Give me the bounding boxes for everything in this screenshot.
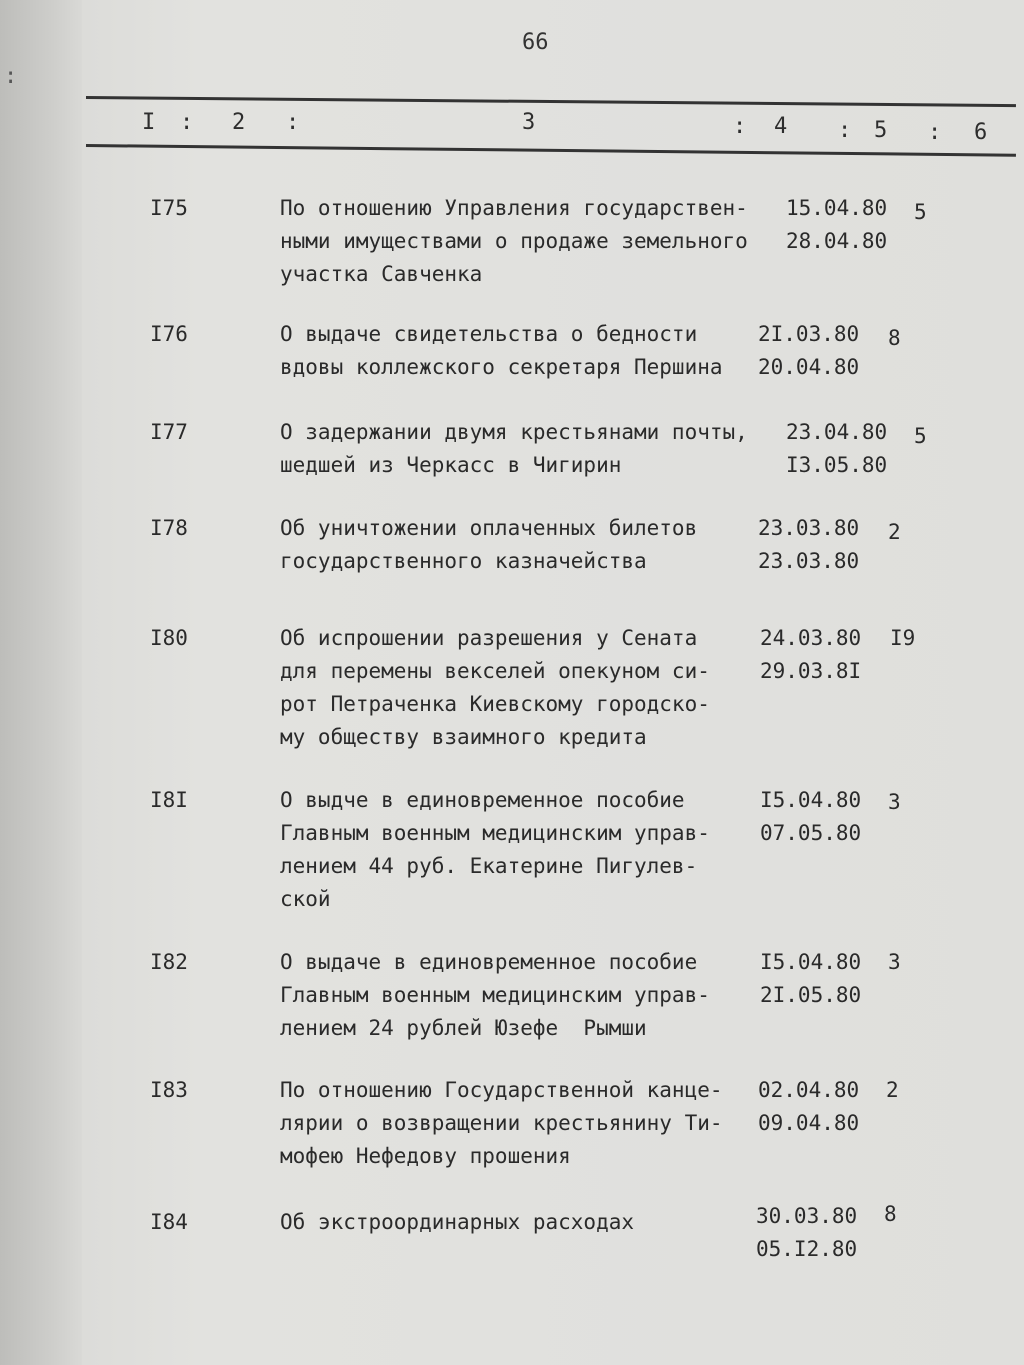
end-date: I3.05.80 xyxy=(786,453,888,477)
description-line: рот Петраченка Киевскому городско- xyxy=(280,692,710,716)
record-number: I77 xyxy=(150,420,188,444)
header-col-6: 6 xyxy=(974,120,988,145)
book-binding xyxy=(0,0,82,1365)
record-dates xyxy=(786,416,887,482)
header-sep-5: : xyxy=(928,120,942,145)
end-date: 28.04.80 xyxy=(786,229,888,253)
record-description xyxy=(280,622,780,754)
start-date: 02.04.80 xyxy=(758,1078,860,1102)
end-date: 07.05.80 xyxy=(760,821,862,845)
binding-mark: : xyxy=(4,64,18,89)
column-header-row xyxy=(0,110,1024,146)
description-line: Об экстроординарных расходах xyxy=(280,1210,635,1234)
record-dates xyxy=(758,318,859,384)
record-description xyxy=(280,784,780,916)
end-date: 2I.05.80 xyxy=(760,983,862,1007)
sheet-count: 5 xyxy=(914,200,927,224)
header-sep-2: : xyxy=(286,110,300,135)
record-dates xyxy=(786,192,887,258)
description-line: По отношению Управления государствен- xyxy=(280,196,748,220)
end-date: 09.04.80 xyxy=(758,1111,860,1135)
start-date: 30.03.80 xyxy=(756,1204,858,1228)
record-dates xyxy=(758,1074,859,1140)
record-number: I84 xyxy=(150,1210,188,1234)
header-col-3: 3 xyxy=(522,110,536,135)
sheet-count: 2 xyxy=(886,1078,899,1102)
description-line: О выдаче свидетельства о бедности xyxy=(280,322,698,346)
start-date: 23.04.80 xyxy=(786,420,888,444)
start-date: I5.04.80 xyxy=(760,950,862,974)
record-number: I82 xyxy=(150,950,188,974)
description-line: лением 44 руб. Екатерине Пигулев- xyxy=(280,854,698,878)
description-line: мофею Нефедову прошения xyxy=(280,1144,571,1168)
header-col-4: 4 xyxy=(774,114,788,139)
end-date: 29.03.8I xyxy=(760,659,862,683)
start-date: 23.03.80 xyxy=(758,516,860,540)
end-date: 23.03.80 xyxy=(758,549,860,573)
description-line: участка Савченка xyxy=(280,262,483,286)
description-line: О задержании двумя крестьянами почты, xyxy=(280,420,748,444)
header-col-5: 5 xyxy=(874,118,888,143)
record-description xyxy=(280,1074,780,1173)
description-line: О выдче в единовременное пособие xyxy=(280,788,685,812)
record-description xyxy=(280,512,780,578)
record-description xyxy=(280,946,780,1045)
header-col-1: I xyxy=(142,110,156,135)
record-dates xyxy=(758,512,859,578)
record-dates xyxy=(756,1200,857,1266)
record-number: I76 xyxy=(150,322,188,346)
sheet-count: 3 xyxy=(888,790,901,814)
sheet-count: I9 xyxy=(890,626,916,650)
record-dates xyxy=(760,784,861,850)
sheet-count: 5 xyxy=(914,424,927,448)
description-line: Об испрошении разрешения у Сената xyxy=(280,626,698,650)
description-line: ными имуществами о продаже земельного xyxy=(280,229,748,253)
header-rule-top xyxy=(86,96,1016,107)
start-date: I5.04.80 xyxy=(760,788,862,812)
description-line: Главным военным медицинским управ- xyxy=(280,983,710,1007)
description-line: лярии о возвращении крестьянину Ти- xyxy=(280,1111,723,1135)
record-number: I8I xyxy=(150,788,188,812)
record-description xyxy=(280,416,780,482)
record-number: I75 xyxy=(150,196,188,220)
end-date: 20.04.80 xyxy=(758,355,860,379)
header-sep-1: : xyxy=(180,110,194,135)
sheet-count: 3 xyxy=(888,950,901,974)
description-line: Главным военным медицинским управ- xyxy=(280,821,710,845)
description-line: По отношению Государственной канце- xyxy=(280,1078,723,1102)
record-description xyxy=(280,318,780,384)
description-line: для перемены векселей опекуном си- xyxy=(280,659,710,683)
sheet-count: 8 xyxy=(888,326,901,350)
record-number: I78 xyxy=(150,516,188,540)
header-sep-4: : xyxy=(838,118,852,143)
header-col-2: 2 xyxy=(232,110,246,135)
page-number: 66 xyxy=(522,30,549,55)
start-date: 2I.03.80 xyxy=(758,322,860,346)
description-line: государственного казначейства xyxy=(280,549,647,573)
sheet-count: 8 xyxy=(884,1202,897,1226)
start-date: 24.03.80 xyxy=(760,626,862,650)
record-number: I80 xyxy=(150,626,188,650)
description-line: вдовы коллежского секретаря Першина xyxy=(280,355,723,379)
description-line: ской xyxy=(280,887,331,911)
header-sep-3: : xyxy=(733,114,747,139)
description-line: му обществу взаимного кредита xyxy=(280,725,647,749)
record-dates xyxy=(760,946,861,1012)
description-line: шедшей из Черкасс в Чигирин xyxy=(280,453,622,477)
record-dates xyxy=(760,622,861,688)
record-description xyxy=(280,1206,780,1239)
record-number: I83 xyxy=(150,1078,188,1102)
sheet-count: 2 xyxy=(888,520,901,544)
end-date: 05.I2.80 xyxy=(756,1237,858,1261)
record-description xyxy=(280,192,780,291)
description-line: О выдаче в единовременное пособие xyxy=(280,950,698,974)
start-date: 15.04.80 xyxy=(786,196,888,220)
description-line: Об уничтожении оплаченных билетов xyxy=(280,516,698,540)
description-line: лением 24 рублей Юзефе Рымши xyxy=(280,1016,647,1040)
